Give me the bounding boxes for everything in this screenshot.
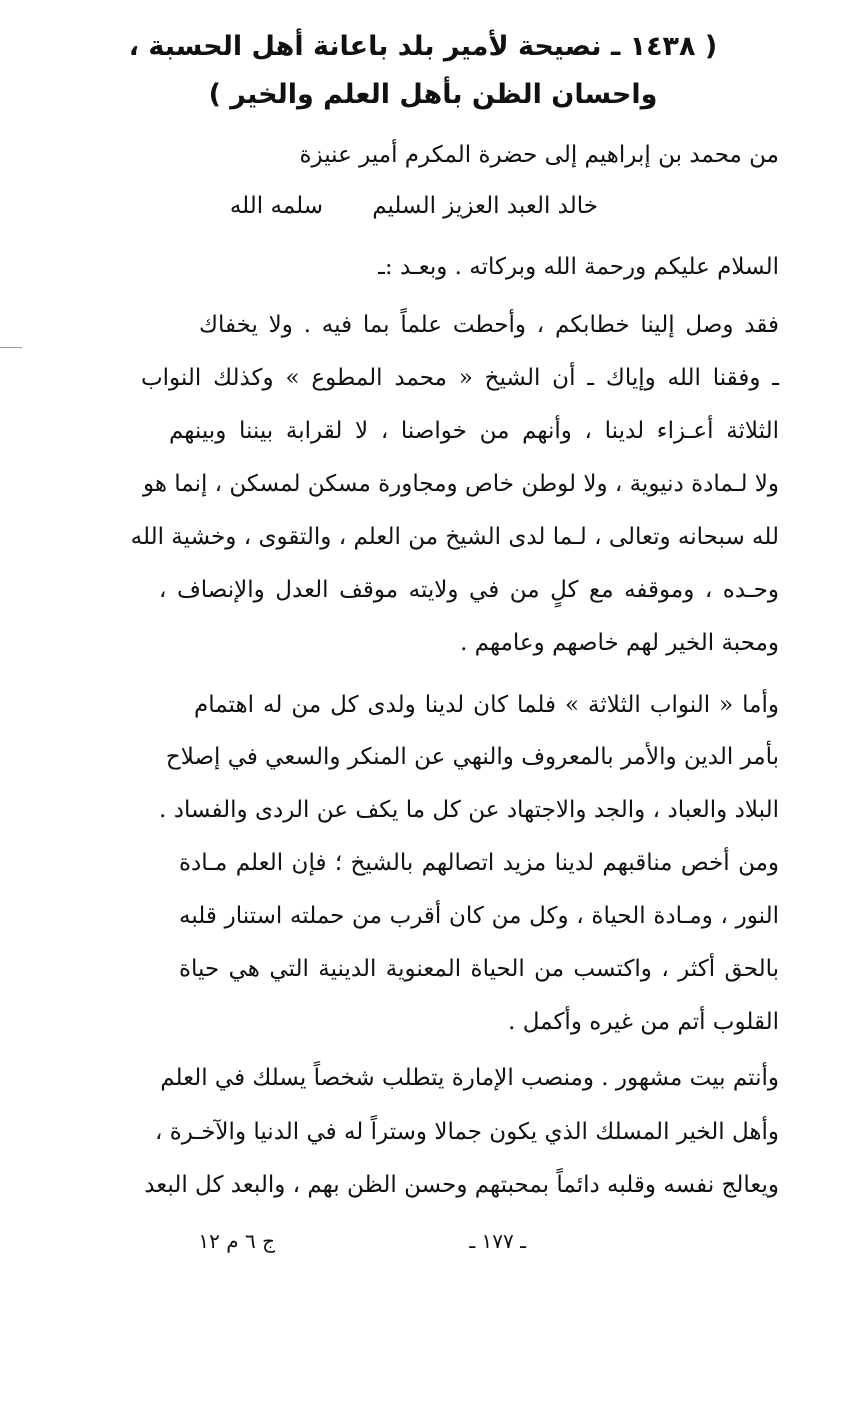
paragraph-line: ـ وفقنا الله وإياك ـ أن الشيخ « محمد المطوع » وكذلك النواب	[141, 365, 779, 391]
paragraph-line: بالحق أكثر ، واكتسب من الحياة المعنوية الدينية التي هي حياة	[179, 956, 779, 982]
paragraph-line: فقد وصل إلينا خطابكم ، وأحطت علماً بما فيه . ولا يخفاك	[199, 312, 779, 338]
paragraph-line: وأنتم بيت مشهور . ومنصب الإمارة يتطلب شخصاً يسلك في العلم	[160, 1065, 779, 1091]
recipient-blessing: سلمه الله	[229, 193, 323, 219]
paragraph-line: ويعالج نفسه وقلبه دائماً بمحبتهم وحسن الظن بهم ، والبعد كل البعد	[144, 1172, 779, 1198]
margin-mark	[0, 347, 22, 348]
paragraph-line: وحـده ، وموقفه مع كلٍ من في ولايته موقف العدل والإنصاف ،	[159, 577, 779, 603]
heading-line-2: واحسان الظن بأهل العلم والخير )	[208, 79, 658, 110]
paragraph-line: ومحبة الخير لهم خاصهم وعامهم .	[460, 630, 779, 656]
paragraph-line: البلاد والعباد ، والجد والاجتهاد عن كل ما يكف عن الردى والفساد .	[159, 797, 779, 823]
paragraph-line: ولا لـمادة دنيوية ، ولا لوطن خاص ومجاورة مسكن لمسكن ، إنما هو	[142, 471, 779, 497]
paragraph-line: النور ، ومـادة الحياة ، وكل من كان أقرب من حملته استنار قلبه	[179, 903, 779, 929]
heading-line-1: ( ١٤٣٨ ـ نصيحة لأمير بلد باعانة أهل الحسبة ،	[128, 31, 718, 62]
paragraph-line: القلوب أتم من غيره وأكمل .	[508, 1009, 779, 1035]
paragraph-line: الثلاثة أعـزاء لدينا ، وأنهم من خواصنا ، لا لقرابة بيننا وبينهم	[169, 418, 779, 444]
paragraph-line: وأهل الخير المسلك الذي يكون جمالا وستراً له في الدنيا والآخـرة ،	[155, 1119, 779, 1145]
paragraph-line: لله سبحانه وتعالى ، لـما لدى الشيخ من العلم ، والتقوى ، وخشية الله	[130, 524, 779, 550]
page-number: ـ ١٧٧ ـ	[469, 1229, 526, 1253]
recipient-name: خالد العبد العزيز السليم	[372, 193, 598, 219]
paragraph-line: ومن أخص مناقبهم لدينا مزيد اتصالهم بالشيخ ؛ فإن العلم مـادة	[179, 850, 779, 876]
paragraph-line: وأما « النواب الثلاثة » فلما كان لدينا ولدى كل من له اهتمام	[194, 692, 779, 718]
volume-reference: ج ٦ م ١٢	[198, 1229, 275, 1253]
from-line: من محمد بن إبراهيم إلى حضرة المكرم أمير عنيزة	[299, 142, 779, 168]
paragraph-line: بأمر الدين والأمر بالمعروف والنهي عن المنكر والسعي في إصلاح	[165, 744, 779, 770]
greeting: السلام عليكم ورحمة الله وبركاته . وبعـد :ـ	[378, 254, 779, 280]
